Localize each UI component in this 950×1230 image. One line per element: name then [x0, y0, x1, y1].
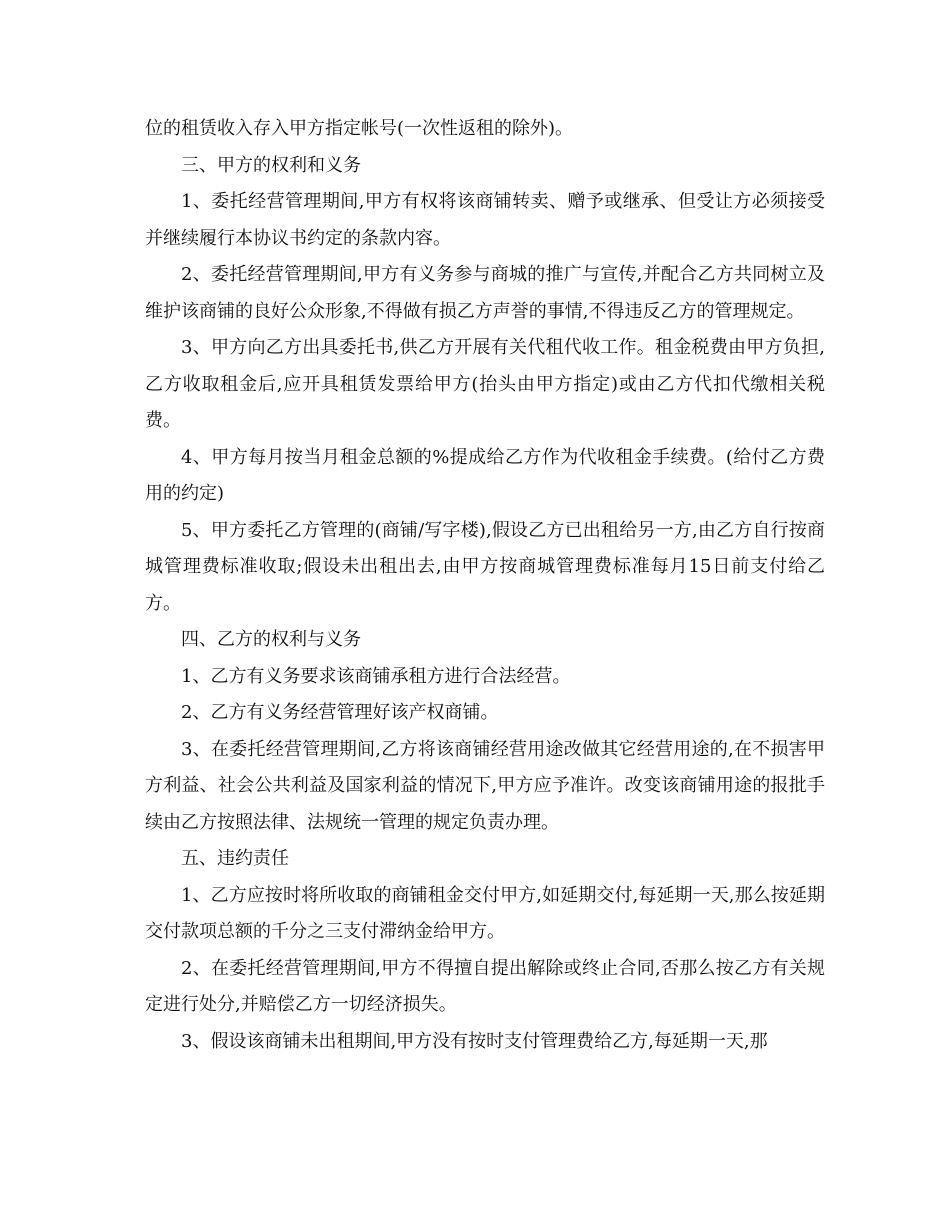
document-body: [145, 111, 825, 1060]
paragraph-rent-deposit: 位的租赁收入存入甲方指定帐号(一次性返租的除外)。: [145, 118, 574, 139]
section-heading-breach-liability: 五、违约责任: [181, 848, 289, 869]
clause-breach-1: 1、乙方应按时将所收取的商铺租金交付甲方,如延期交付,每延期一天,那么按延期交付款项总额的千分之三支付滞纳金给甲方。: [145, 884, 825, 942]
clause-b-3: 3、在委托经营管理期间,乙方将该商铺经营用途改做其它经营用途的,在不损害甲方利益、社会公共利益及国家利益的情况下,甲方应予准许。改变该商铺用途的报批手续由乙方按照法律、法规统一管理的规定负责办理。: [145, 738, 825, 833]
clause-b-2: 2、乙方有义务经营管理好该产权商铺。: [181, 702, 499, 723]
clause-a-5: 5、甲方委托乙方管理的(商铺/写字楼),假设乙方已出租给另一方,由乙方自行按商城管理费标准收取;假设未出租出去,由甲方按商城管理费标准每月15日前支付给乙方。: [145, 519, 825, 614]
clause-a-1: 1、委托经营管理期间,甲方有权将该商铺转卖、赠予或继承、但受让方必须接受并继续履行本协议书约定的条款内容。: [145, 191, 825, 249]
clause-a-3: 3、甲方向乙方出具委托书,供乙方开展有关代租代收工作。租金税费由甲方负担,乙方收取租金后,应开具租赁发票给甲方(抬头由甲方指定)或由乙方代扣代缴相关税费。: [145, 337, 825, 431]
section-heading-party-b-rights: 四、乙方的权利与义务: [181, 629, 361, 650]
section-heading-party-a-rights: 三、甲方的权利和义务: [181, 154, 361, 176]
clause-b-1: 1、乙方有义务要求该商铺承租方进行合法经营。: [181, 665, 571, 687]
clause-breach-2: 2、在委托经营管理期间,甲方不得擅自提出解除或终止合同,否那么按乙方有关规定进行处分,并赔偿乙方一切经济损失。: [145, 957, 825, 1015]
clause-a-2: 2、委托经营管理期间,甲方有义务参与商城的推广与宣传,并配合乙方共同树立及维护该商铺的良好公众形象,不得做有损乙方声誉的事情,不得违反乙方的管理规定。: [145, 264, 825, 322]
clause-a-4: 4、甲方每月按当月租金总额的%提成给乙方作为代收租金手续费。(给付乙方费用的约定): [145, 446, 825, 504]
clause-breach-3: 3、假设该商铺未出租期间,甲方没有按时支付管理费给乙方,每延期一天,那: [181, 1030, 768, 1052]
